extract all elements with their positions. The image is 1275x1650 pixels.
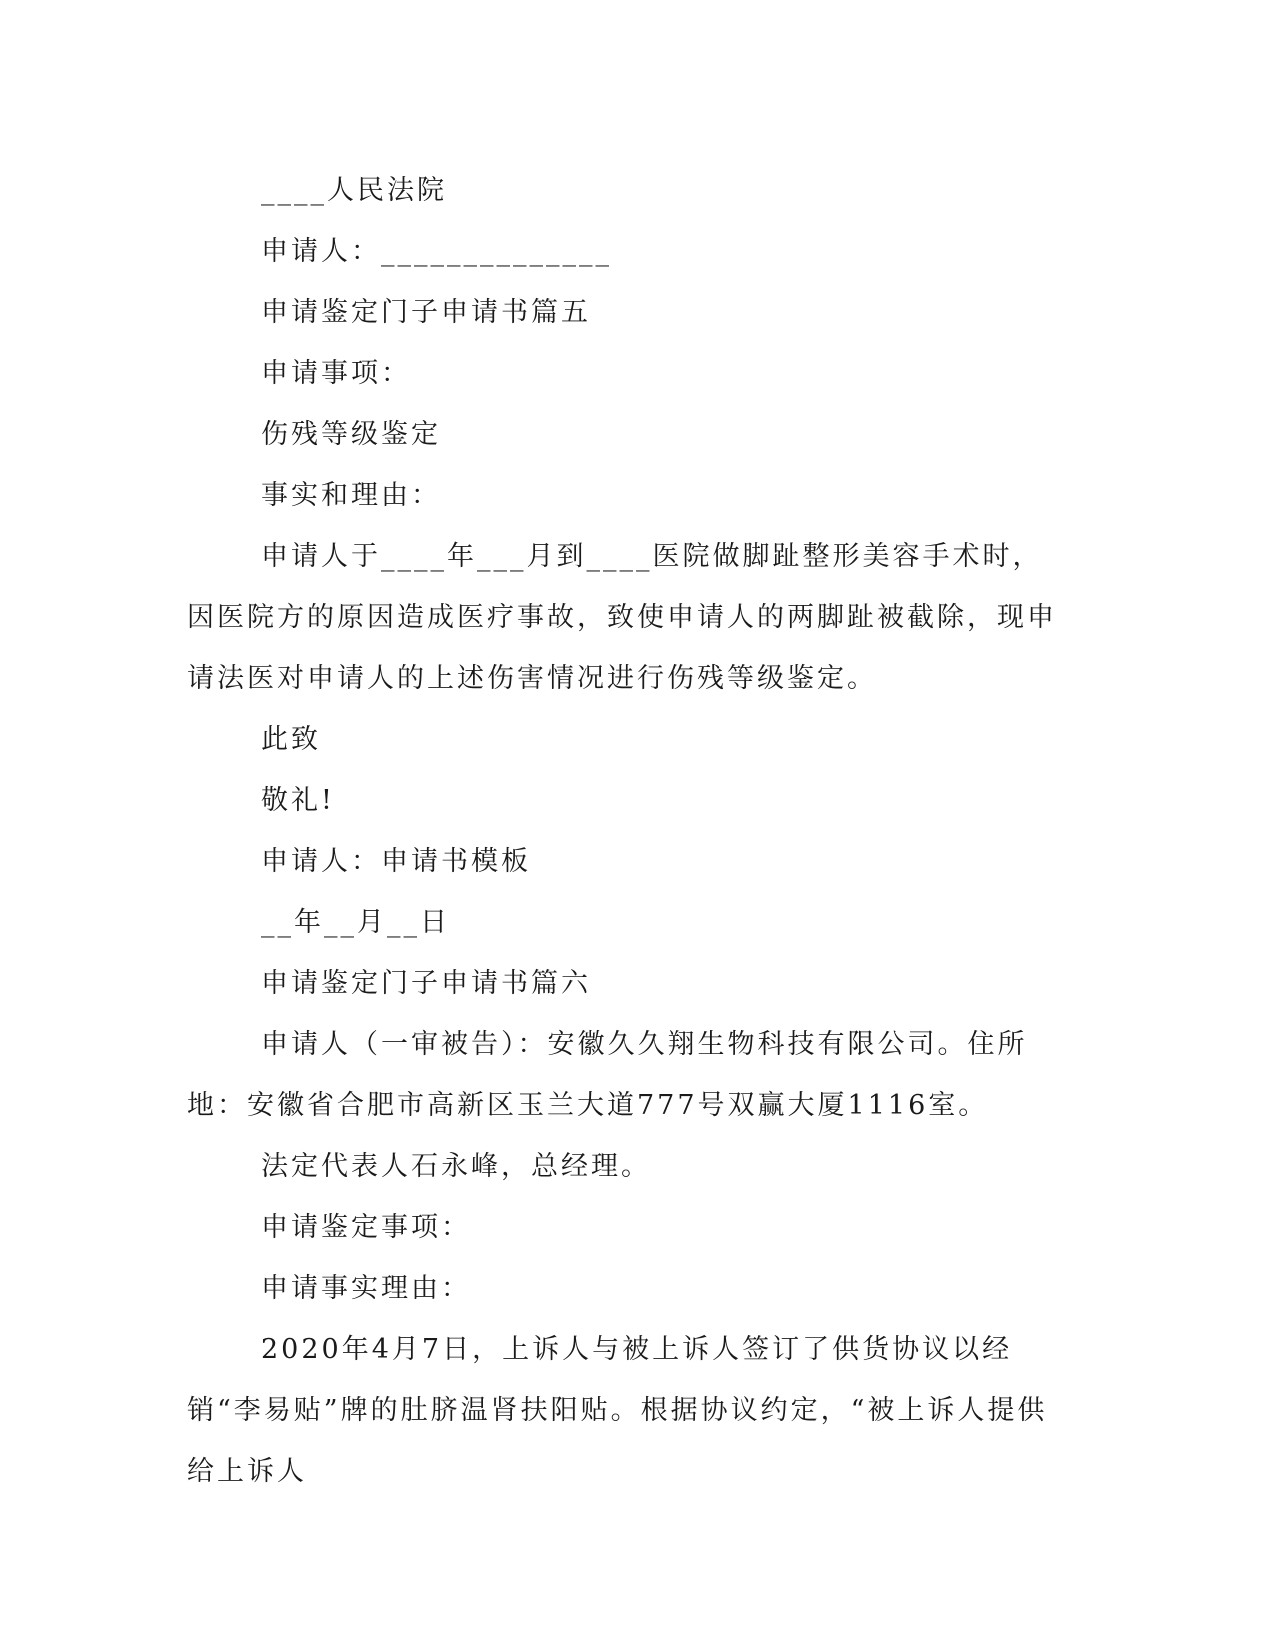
legal-representative-line: 法定代表人石永峰，总经理。: [261, 1151, 651, 1182]
application-matters-label: 申请事项：: [261, 358, 411, 389]
section-heading-five: 申请鉴定门子申请书篇五: [261, 297, 591, 328]
date-line: __年__月__日: [261, 907, 450, 938]
applicant-info-paragraph: 申请人（一审被告）：安徽久久翔生物科技有限公司。住所地：安徽省合肥市高新区玉兰大道777号双赢大厦1116室。: [187, 1029, 1028, 1121]
agreement-paragraph: 2020年4月7日，上诉人与被上诉人签订了供货协议以经销“李易贴”牌的肚脐温肾扶阳贴。根据协议约定，“被上诉人提供给上诉人: [187, 1334, 1048, 1487]
applicant-blank-line: 申请人：______________: [261, 236, 612, 267]
application-matters-value: 伤残等级鉴定: [261, 419, 441, 450]
document-body: [187, 160, 1059, 1502]
salutation-line: 此致: [261, 724, 321, 755]
regards-line: 敬礼!: [261, 785, 335, 816]
court-name-line: ____人民法院: [261, 175, 447, 206]
facts-reasons-label: 事实和理由：: [261, 480, 441, 511]
applicant-signature-line: 申请人：申请书模板: [261, 846, 531, 877]
facts-label: 申请事实理由：: [261, 1273, 471, 1304]
facts-reasons-paragraph: 申请人于____年___月到____医院做脚趾整形美容手术时，因医院方的原因造成医疗事故，致使申请人的两脚趾被截除，现申请法医对申请人的上述伤害情况进行伤残等级鉴定。: [187, 541, 1057, 694]
appraisal-matters-label: 申请鉴定事项：: [261, 1212, 471, 1243]
section-heading-six: 申请鉴定门子申请书篇六: [261, 968, 591, 999]
